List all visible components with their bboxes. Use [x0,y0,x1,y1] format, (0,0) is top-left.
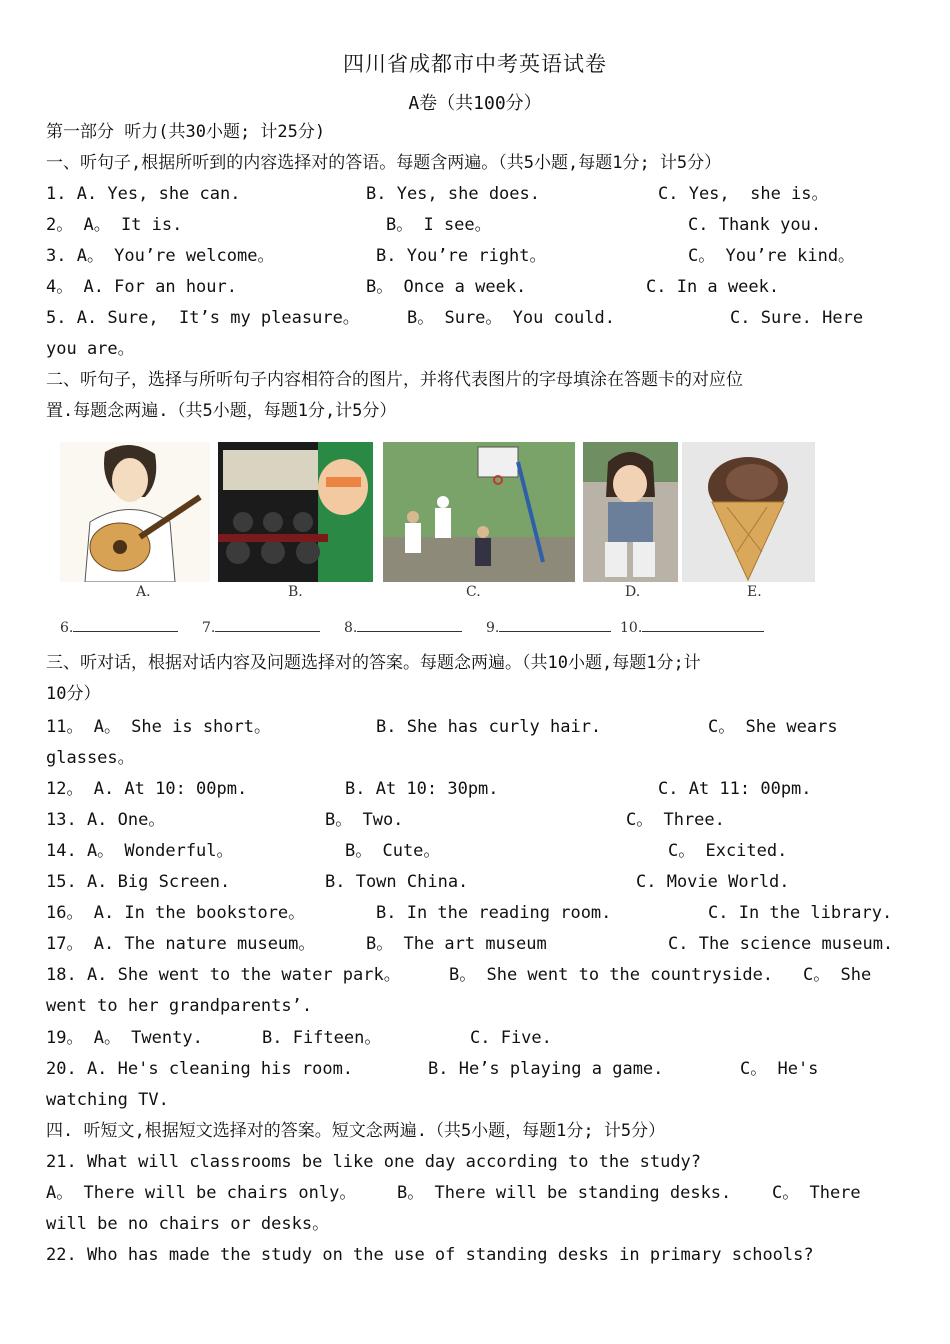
option-c: C. Yes, she is。 [658,184,829,204]
picture-label-e: E. [747,584,762,600]
option-b: B。 The art museum [366,934,547,954]
blank-line [642,619,764,632]
blank-line [499,619,611,632]
option-b: B. Yes, she does. [366,184,540,204]
option-c: C. Thank you. [688,215,822,235]
blank-number: 10. [620,620,643,636]
question-5 [46,303,906,334]
option-b: B. At 10: 30pm. [345,779,499,799]
section2-instruction-cont: 置.每题念两遍.（共5小题，每题1分,计5分） [46,401,397,421]
question-3 [46,241,906,272]
option-c: C。 There [772,1183,861,1203]
option-c: C。 Three. [626,810,725,830]
option-b: B。 There will be standing desks. [397,1183,732,1203]
blank-line [73,619,178,632]
option-c: C。 He's [740,1059,819,1079]
option-a: 2。 A。 It is. [46,215,183,235]
option-b: B. In the reading room. [376,903,612,923]
question-4 [46,272,906,303]
option-a: 11。 A。 She is short。 [46,717,271,737]
option-a: 1. A. Yes, she can. [46,184,241,204]
option-a: 15. A. Big Screen. [46,872,231,892]
option-c: C。 She [803,965,872,985]
option-b: B。 She went to the countryside. [449,965,774,985]
guitar-player-picture [60,442,210,582]
option-a: 17。 A. The nature museum。 [46,934,316,954]
option-c: C. The science museum. [668,934,894,954]
question-17 [46,929,906,960]
option-a: 12。 A. At 10: 00pm. [46,779,248,799]
picture-label-d: D. [625,584,641,600]
section3-instruction: 三、听对话，根据对话内容及问题选择对的答案。每题念两遍。（共10小题,每题1分;计 [46,653,701,673]
option-c: C. In the library. [708,903,893,923]
blank-line [215,619,320,632]
option-b: B。 I see。 [386,215,492,235]
question-21-continued: will be no chairs or desks。 [46,1214,330,1234]
question-18-continued: went to her grandparents’. [46,996,313,1016]
option-b: B. He’s playing a game. [428,1059,664,1079]
question-16 [46,898,906,929]
option-c: C. Sure. Here [730,308,864,328]
part-heading: 第一部分 听力(共30小题; 计25分) [46,122,326,142]
question-11 [46,712,906,743]
option-c: C。 Excited. [668,841,788,861]
picture-label-b: B. [288,584,303,600]
blank-number: 6. [60,620,74,636]
option-b: B. Fifteen。 [262,1028,382,1048]
question-11-continued: glasses。 [46,748,135,768]
picture-label-a: A. [136,584,151,600]
picture-label-c: C. [466,584,481,600]
question-12 [46,774,906,805]
answer-blank-8[interactable] [344,619,462,636]
section3-instruction-cont: 10分） [46,684,101,704]
option-b: B。 Two. [325,810,404,830]
basketball-picture [383,442,575,582]
option-a: 19。 A。 Twenty. [46,1028,203,1048]
option-b: B。 Sure。 You could. [407,308,615,328]
question-1 [46,179,906,210]
page-title: 四川省成都市中考英语试卷 [343,52,607,76]
option-a: 16。 A. In the bookstore。 [46,903,306,923]
cinema-picture [218,442,373,582]
option-c: C. Movie World. [636,872,790,892]
picture-strip [60,432,825,644]
blank-number: 7. [202,620,216,636]
question-19 [46,1023,906,1054]
option-b: B. You’re right。 [376,246,547,266]
question-14 [46,836,906,867]
option-c: C. In a week. [646,277,780,297]
question-2 [46,210,906,241]
question-18 [46,960,906,991]
question-13 [46,805,906,836]
option-b: B。 Once a week. [366,277,527,297]
option-a: 5. A. Sure, It’s my pleasure。 [46,308,360,328]
option-a: A。 There will be chairs only。 [46,1183,357,1203]
ice-cream-picture [682,442,815,582]
answer-blank-9[interactable] [486,619,611,636]
option-a: 14. A。 Wonderful。 [46,841,234,861]
option-a: 3. A。 You’re welcome。 [46,246,275,266]
blank-number: 9. [486,620,500,636]
option-b: B。 Cute。 [345,841,441,861]
answer-blank-7[interactable] [202,619,320,636]
option-b: B. She has curly hair. [376,717,602,737]
section2-instruction: 二、听句子，选择与所听句子内容相符合的图片，并将代表图片的字母填涂在答题卡的对应位 [46,370,743,390]
option-c: C. At 11: 00pm. [658,779,812,799]
question-21: 21. What will classrooms be like one day according to the study? [46,1152,702,1172]
question-22: 22. Who has made the study on the use of standing desks in primary schools? [46,1245,814,1265]
question-20 [46,1054,906,1085]
answer-blank-10[interactable] [620,619,764,636]
option-c: C。 You’re kind。 [688,246,856,266]
option-b: B. Town China. [325,872,469,892]
section1-instruction: 一、听句子,根据所听到的内容选择对的答语。每题含两遍。（共5小题,每题1分; 计5分） [46,153,722,173]
question-15 [46,867,906,898]
section4-instruction: 四. 听短文,根据短文选择对的答案。短文念两遍.（共5小题，每题1分; 计5分） [46,1121,666,1141]
girl-picture [583,442,678,582]
page-subtitle: A卷（共100分） [408,93,542,114]
option-c: C. Five. [470,1028,552,1048]
blank-line [357,619,462,632]
answer-blank-6[interactable] [60,619,178,636]
question-21-options [46,1178,906,1209]
option-a: 20. A. He's cleaning his room. [46,1059,354,1079]
blank-number: 8. [344,620,358,636]
question-5-continued: you are。 [46,339,135,359]
option-c: C。 She wears [708,717,838,737]
option-a: 13. A. One。 [46,810,166,830]
option-a: 18. A. She went to the water park。 [46,965,401,985]
question-20-continued: watching TV. [46,1090,169,1110]
option-a: 4。 A. For an hour. [46,277,237,297]
